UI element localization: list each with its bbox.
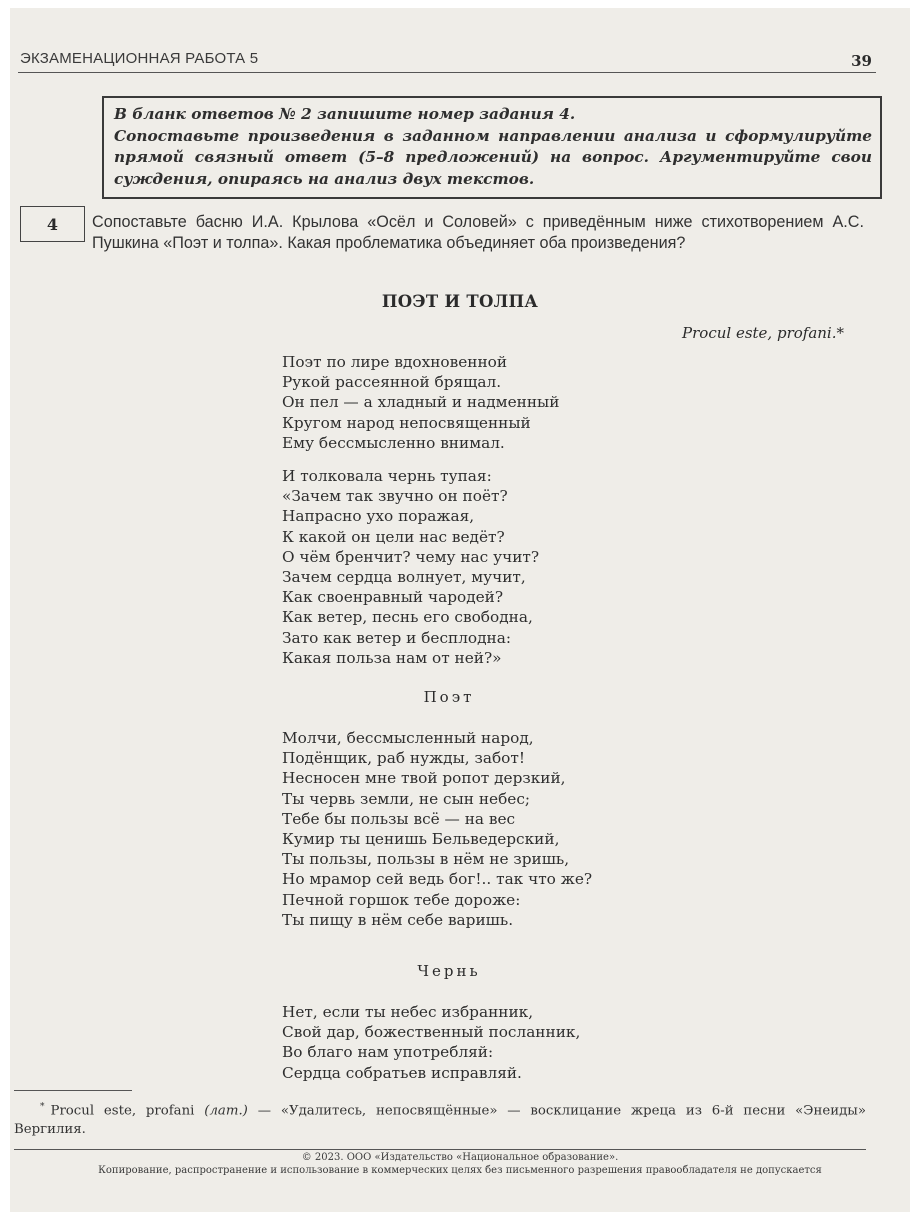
task-question: Сопоставьте басню И.А. Крылова «Осёл и Соловей» с приведённым ниже стихотворением А.С. Пушкина «Поэт и толпа». Какая проблематика объединяет оба произведения? (92, 213, 864, 252)
poem-line: Тебе бы пользы всё — на вес (282, 809, 516, 828)
instruction-box (102, 96, 882, 199)
poem-line: Но мрамор сей ведь бог!.. так что же? (282, 870, 593, 889)
poem-line: Поэт по лире вдохновенной (282, 353, 508, 371)
footer-divider (14, 1149, 866, 1150)
poem-line: Нет, если ты небес избранник, (282, 1003, 534, 1021)
page-header (18, 50, 876, 74)
poem-line: Ты пользы, пользы в нём не зришь, (282, 850, 570, 869)
poem-line: Зачем сердца волнует, мучит, (282, 568, 526, 587)
exam-title: ЭКЗАМЕНАЦИОННАЯ РАБОТА 5 (20, 50, 259, 67)
poem-line: Печной горшок тебе дороже: (282, 890, 521, 909)
poem-line: Несносен мне твой ропот дерзкий, (282, 769, 566, 788)
copyright-footer (10, 1151, 910, 1177)
poem-line: Напрасно ухо поражая, (282, 507, 475, 526)
page (10, 8, 910, 1212)
footnote-lang: (лат.) (204, 1103, 248, 1119)
task-number: 4 (46, 214, 59, 234)
copyright-line-2: Копирование, распространение и использование в коммерческих целях без письменного разрешения правообладателя не допускается (98, 1165, 822, 1176)
poem-line: Какая польза нам от ней?» (282, 648, 502, 667)
footnote-divider (14, 1090, 132, 1091)
poem-line: Ему бессмысленно внимал. (282, 433, 505, 452)
copyright-line-1: © 2023. ООО «Издательство «Национальное образование». (301, 1152, 619, 1163)
poem-title: ПОЭТ И ТОЛПА (381, 292, 539, 311)
poem-line: Подёнщик, раб нужды, забот! (282, 749, 525, 768)
poem-line: Во благо нам употребляй: (282, 1043, 494, 1062)
poem-line: Зато как ветер и бесплодна: (282, 628, 512, 647)
footnote-latin: Procul este, profani (50, 1103, 195, 1119)
stanza-3 (282, 728, 592, 930)
header-divider (18, 72, 876, 73)
speaker-poet: Поэт (423, 688, 475, 706)
poem-line: «Зачем так звучно он поёт? (282, 487, 508, 506)
footnote-text: — «Удалитесь, непосвящённые» — восклицание жреца из 6-й песни «Энеиды» Вергилия. (14, 1103, 866, 1138)
poem-line: К какой он цели нас ведёт? (282, 527, 505, 546)
poem-epigraph: Procul este, profani.* (682, 324, 844, 342)
poem-line: О чём бренчит? чему нас учит? (282, 547, 540, 566)
speaker-crowd: Чернь (417, 962, 481, 980)
poem-line: И толковала чернь тупая: (282, 467, 492, 485)
instruction-line-2: Сопоставьте произведения в заданном направлении анализа и сформулируйте прямой связный ответ (5–8 предложений) на вопрос. Аргументируйте свои суждения, опираясь на анализ двух текстов. (114, 126, 872, 188)
poem-line: Он пел — а хладный и надменный (282, 393, 560, 412)
stanza-1 (282, 352, 559, 453)
footnote-marker: * (40, 1102, 45, 1112)
poem-line: Сердца собратьев исправляй. (282, 1063, 522, 1082)
poem-line: Ты червь земли, не сын небес; (282, 789, 531, 808)
poem-line: Как ветер, песнь его свободна, (282, 608, 533, 627)
poem-line: Кумир ты ценишь Бельведерский, (282, 830, 560, 849)
poem-line: Кругом народ непосвященный (282, 413, 531, 432)
poem-line: Как своенравный чародей? (282, 588, 504, 607)
footnote (14, 1098, 866, 1139)
poem-line: Молчи, бессмысленный народ, (282, 729, 534, 747)
instruction-line-1: В бланк ответов № 2 запишите номер задания 4. (114, 105, 576, 123)
page-number: 39 (851, 52, 872, 70)
stanza-4 (282, 1002, 580, 1083)
poem-line: Рукой рассеянной брящал. (282, 373, 502, 392)
poem-line: Ты пищу в нём себе варишь. (282, 910, 514, 929)
task-number-box (20, 206, 85, 242)
stanza-2 (282, 466, 539, 668)
poem-line: Свой дар, божественный посланник, (282, 1023, 581, 1042)
